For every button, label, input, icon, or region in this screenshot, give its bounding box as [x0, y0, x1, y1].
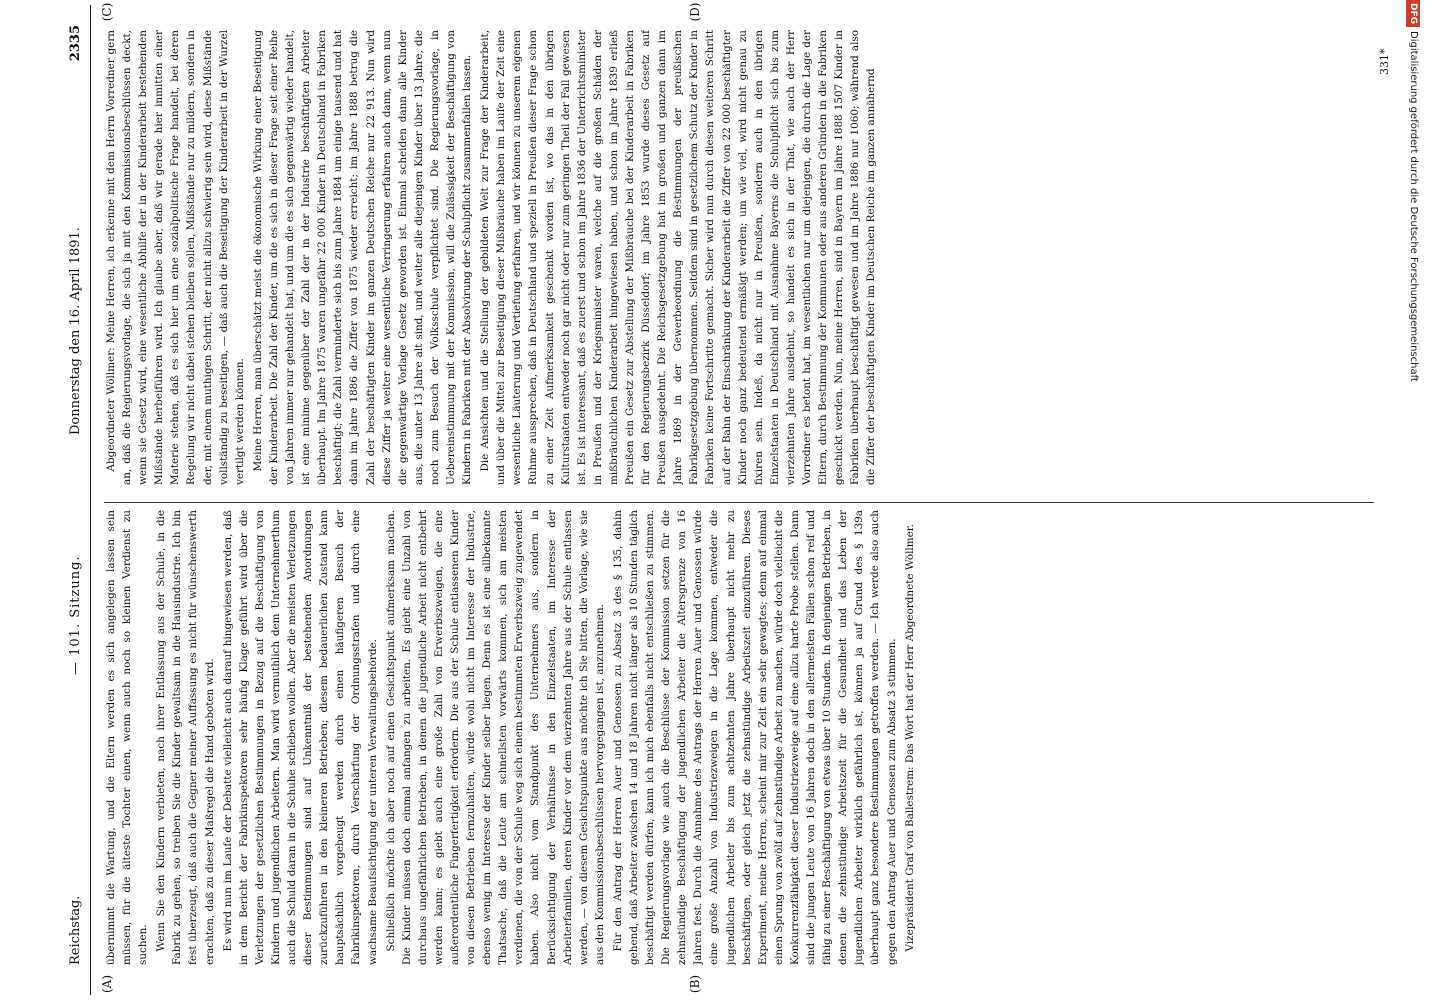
speaker-line: Vizepräsident Graf von Ballestrem: Das Wort hat der Herr Abgeordnete Wöllmer.	[903, 524, 916, 952]
right-column	[103, 30, 1368, 485]
left-column	[103, 510, 1368, 965]
left-paragraph: Schließlich möchte ich aber noch auf einen Gesichtspunkt aufmerksam machen. Die Kinder müssen doch einmal anfangen zu arbeiten. Es giebt eine Unzahl von durchaus ungefährlichen Betrieben, in denen die jugendliche Arbeit nicht entbehrt werden kann; es giebt auch eine große Zahl von Erwerbszweigen, die eine außerordentliche Fingerfertigkeit erfordern. Die aus der Schule entlassenen Kinder von diesen Betrieben fernzuhalten, würde wohl nicht im Interesse der Industrie, ebenso wenig im Interesse der Kinder selber liegen. Denn es ist eine allbekannte Thatsache, daß die Leute am schnellsten vorwärts kommen, sich am meisten verdienen, die von der Schule weg sich einem bestimmten Erwerbszweig zugewendet haben. Also nicht vom Standpunkt des Unternehmers aus, sondern in Berücksichtigung der Verhältnisse in den Einzelstaaten, im Interesse der Arbeiterfamilien, deren Kinder vor dem vierzehnten Jahre aus der Schule entlassen werden, — von diesem Gesichtspunkte aus möchte ich Sie bitten, die Vorlage, wie sie aus den Kommissionsbeschlüssen hervorgegangen ist, anzunehmen.	[384, 510, 606, 965]
margin-mark-b: (B)	[688, 974, 702, 994]
header-date: Donnerstag den 16. April 1891.	[68, 227, 83, 435]
left-paragraph: Es wird nun im Laufe der Debatte vielleicht auch darauf hingewiesen werden, daß in dem Bericht der Fabrikinspektoren sehr häufig Klage geführt wird über die Verletzungen der gesetzlichen Bestimmungen in Bezug auf die Beschäftigung von Kindern und jugendlichen Arbeitern. Man wird vermuthlich dem Unternehmerthum auch die Schuld daran in die Schuhe schieben wollen. Aber die meisten Verletzungen dieser Bestimmungen sind auf Unkenntniß der bestehenden Anordnungen zurückzuführen in den kleineren Betrieben; diesem bedauerlichen Zustand kann hauptsächlich vorgebeugt werden durch einen häufigeren Besuch der Fabrikinspektoren, durch Verschärfung der Ordnungsstrafen und durch eine wachsame Beaufsichtigung der unteren Verwaltungsbehörde.	[221, 510, 379, 965]
column-divider	[104, 502, 1374, 503]
right-paragraph: Meine Herren, man überschätzt meist die ökonomische Wirkung einer Beseitigung der Kinderarbeit. Die Zahl der Kinder, um die es sich in dieser Frage seit einer Reihe von Jahren immer nur gehandelt hat, und um die es sich gegenwärtig wieder handelt, ist eine minime gegenüber der Zahl der in der Industrie beschäftigten Arbeiter überhaupt. Im Jahre 1875 waren ungefähr 22 000 Kinder in Deutschland in Fabriken beschäftigt; die Zahl verminderte sich bis zum Jahre 1884 um einige tausend und hat dann im Jahre 1886 die Ziffer von 1875 wieder erreicht; im Jahre 1888 betrug die Zahl der beschäftigten Kinder im ganzen Deutschen Reiche nur 22 913. Nun wird diese Ziffer ja weiter eine wesentliche Verringerung erfahren auch dann, wenn nun die gegenwärtige Vorlage Gesetz geworden ist. Einmal scheiden dann alle Kinder aus, die unter 13 Jahre alt sind, und weiter alle diejenigen Kinder über 13 Jahre, die noch zum Besuch der Volksschule verpflichtet sind. Die Regierungsvorlage, in Uebereinstimmung mit der Kommission, will die Zulässigkeit der Beschäftigung von Kindern in Fabriken mit der Absolvirung der Schulpflicht zusammenfallen lassen.	[251, 30, 474, 485]
right-paragraph: Abgeordneter Wöllmer: Meine Herren, ich erkenne mit dem Herrn Vorredner gern an, daß die Regierungsvorlage, die sich ja mit den Kommissionsbeschlüssen deckt, wenn sie Gesetz wird, eine wesentliche Abhilfe der in der Kinderarbeit bestehenden Mißstände herbeiführen wird. Ich glaube aber, daß wir gerade hier inmitten einer Materie stehen, daß es sich hier um eine sozialpolitische Frage handelt, bei deren Regelung wir nicht dabei stehen bleiben sollen, Mißstände nur zu mildern, sondern in der, mit einem muthigen Schritt, der nicht allzu schwierig sein wird, diese Mißstände vollständig zu beseitigen, — daß auch die Beseitigung der Kinderarbeit in der Wurzel vertilgt werden können.	[105, 30, 246, 485]
signature-mark: 331*	[1378, 48, 1391, 75]
dfg-logo: DFG	[1406, 0, 1420, 27]
margin-mark-a: (A)	[100, 974, 114, 994]
left-paragraph: übernimmt die Wartung, und die Eltern werden es sich angelegen lassen sein müssen, für die älteste Tochter einen, wenn auch noch so kleinen Verdienst zu suchen.	[105, 510, 150, 965]
left-paragraph: Für den Antrag der Herren Auer und Genossen zu Absatz 3 des § 135, dahin gehend, daß Arbeiter zwischen 14 und 18 Jahren nicht länger als 10 Stunden täglich beschäftigt werden dürfen, kann ich mich ebenfalls nicht entschließen zu stimmen. Die Regierungsvorlage wie auch die Beschlüsse der Kommission setzen für die zehnstündige Beschäftigung der jugendlichen Arbeiter die Altersgrenze von 16 Jahren fest. Durch die Annahme des Antrags der Herren Auer und Genossen würde eine große Anzahl von Industriezweigen in die Lage kommen, entweder die jugendlichen Arbeiter bis zum achtzehnten Jahre überhaupt nicht mehr zu beschäftigen, oder gleich jetzt die zehnstündige Arbeitszeit einzuführen. Dieses Experiment, meine Herren, scheint mir zur Zeit ein sehr gewagtes; denn auf einmal einen Sprung von zwölf auf zehnstündige Arbeit zu machen, würde doch vielleicht die Konkurrenzfähigkeit dieser Industriezweige auf eine allzu harte Probe stellen. Dann sind die jungen Leute von 16 Jahren doch in den allermeisten Fällen schon reif und fähig zu einer Beschäftigung von etwas über 10 Stunden. In denjenigen Betrieben, in denen die zehnstündige Arbeitszeit für die Gesundheit und das Leben der jugendlichen Arbeiter wirklich gefährlich ist, können ja auf Grund des § 139a überhaupt ganz besondere Bestimmungen getroffen werden. — Ich werde also auch gegen den Antrag Auer und Genossen zum Absatz 3 stimmen.	[611, 510, 898, 965]
rotated-sheet	[8, 2, 1420, 995]
margin-mark-d: (D)	[688, 2, 702, 22]
dfg-credit	[1404, 0, 1420, 1000]
dfg-credit-text: Digitalisierung gefördert durch die Deutsche Forschungsgemeinschaft	[1408, 31, 1419, 382]
left-paragraph: Wenn Sie den Kindern verbieten, nach ihrer Entlassung aus der Schule, in die Fabrik zu gehen, so treiben Sie die Kinder gewaltsam in die Hausindustrie. Ich bin fest überzeugt, daß auch die Gegner meiner Auffassung es nicht für wünschenswerth erachten, daß zu dieser Maßregel die Hand geboten wird.	[155, 510, 216, 965]
header-rule	[90, 5, 91, 995]
header-session: — 101. Sitzung.	[68, 555, 83, 675]
header-left: Reichstag.	[68, 895, 83, 965]
margin-mark-c: (C)	[100, 2, 114, 22]
right-paragraph: Die Ansichten und die Stellung der gebildeten Welt zur Frage der Kinderarbeit, und über die Mittel zur Beseitigung dieser Mißbräuche haben im Laufe der Zeit eine wesentliche Läuterung und Vertiefung erfahren, und wir können zu unserem eigenen Ruhme aussprechen, daß in Deutschland und speziell in Preußen dieser Frage schon zu einer Zeit Aufmerksamkeit geschenkt worden ist, wo das in den übrigen Kulturstaaten entweder noch gar nicht oder nur zum geringen Theil der Fall gewesen ist. Es ist interessant, daß es zuerst und schon im Jahre 1836 der Unterrichtsminister in Preußen und der Kriegsminister waren, welche auf die großen Schäden der mißbräuchlichen Kinderarbeit hingewiesen haben, und schon im Jahre 1839 erließ Preußen ein Gesetz zur Abstellung der Mißbräuche bei der Kinderarbeit in Fabriken für den Regierungsbezirk Düsseldorf; im Jahre 1853 wurde dieses Gesetz auf Preußen ausgedehnt. Die Reichsgesetzgebung hat im großen und ganzen dann im Jahre 1869 in der Gewerbeordnung die Bestimmungen der preußischen Fabrikgesetzgebung übernommen. Seitdem sind in gesetzlichem Schutz der Kinder in Fabriken keine Fortschritte gemacht. Sicher wird nun durch diesen weiteren Schritt auf der Bahn der Einschränkung der Kinderarbeit die Ziffer von 22 000 beschäftigter Kinder noch ganz bedeutend ermäßigt werden; um wie viel, wird nicht genau zu fixiren sein. Indeß, da nicht nur in Preußen, sondern auch in den übrigen Einzelstaaten in Deutschland mit Ausnahme Bayerns die Schulpflicht sich bis zum vierzehnten Jahre ausdehnt, so handelt es sich in der That, wie auch der Herr Vorredner es betont hat, im wesentlichen nur um diejenigen, die durch die Lage der Eltern, durch Bestimmung der Kommunen oder aus anderen Gründen in die Fabriken geschickt werden. Nun, meine Herren, sind in Bayern im Jahre 1888 1507 Kinder in Fabriken überhaupt beschäftigt gewesen und im Jahre 1886 nur 1060; während also die Ziffer der beschäftigten Kinder im Deutschen Reiche im ganzen annähernd	[479, 30, 878, 485]
page-number: 2335	[68, 25, 83, 62]
